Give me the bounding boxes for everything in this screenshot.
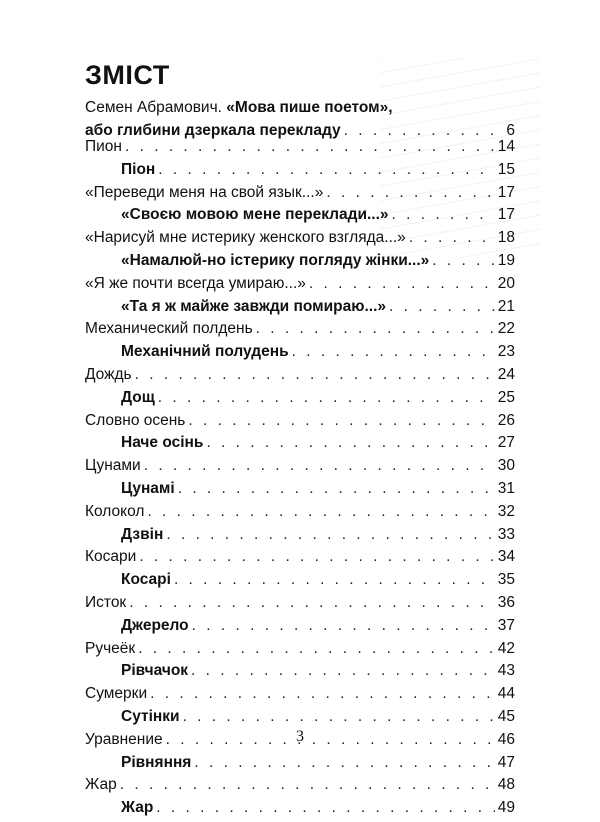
toc-entry-translation: [85, 161, 515, 184]
toc-entry-title: Колокол: [85, 502, 145, 520]
dot-leader: [147, 503, 494, 521]
toc-entry-title: Ручеёк: [85, 639, 136, 657]
toc-entry-page: 20: [497, 274, 515, 292]
toc-entry-title: Рівняння: [121, 753, 192, 771]
toc-entry-title: Цунами: [85, 457, 141, 475]
toc-entry-title: Косарі: [121, 571, 171, 589]
toc-entry-title: Словно осень: [85, 411, 186, 429]
toc-entry-translation: [85, 480, 515, 503]
dot-leader: [389, 298, 495, 316]
toc-entry-translation: [85, 434, 515, 457]
toc-entry-original: [85, 366, 515, 389]
toc-entry-original: [85, 685, 515, 708]
toc-entry-title: Механический полдень: [85, 320, 253, 338]
toc-entry-title: Пион: [85, 138, 122, 155]
toc-entry-translation: [85, 389, 515, 412]
toc-entry-original: [85, 184, 515, 207]
toc-entry-translation: [85, 526, 515, 549]
dot-leader: [178, 480, 495, 498]
toc-entry-title: Жар: [121, 799, 154, 817]
dot-leader: [309, 275, 495, 293]
toc-entry-page: 32: [497, 502, 515, 520]
toc-entry-translation: [85, 206, 515, 229]
toc-entry-page: 19: [497, 251, 515, 269]
toc-entry-title: «Намалюй-но істерику погляду жінки...»: [121, 251, 430, 269]
toc-intro-entry: [85, 96, 515, 142]
toc-entry-page: 17: [497, 206, 515, 224]
toc-entry-page: 43: [497, 662, 515, 680]
toc-entry-original: [85, 229, 515, 252]
toc-entry-title: Сумерки: [85, 685, 148, 703]
toc-entry-page: 22: [497, 320, 515, 338]
toc-entry-translation: [85, 298, 515, 321]
toc-entry-original: [85, 457, 515, 480]
dot-leader: [144, 457, 495, 475]
intro-title-part-2: або глибини дзеркала перекладу: [85, 122, 341, 139]
dot-leader: [135, 366, 495, 384]
dot-leader: [326, 184, 494, 202]
toc-entry-translation: [85, 662, 515, 685]
dot-leader: [174, 571, 495, 589]
toc-entry-title: Уравнение: [85, 730, 163, 748]
dot-leader: [156, 799, 494, 817]
toc-entry-page: 35: [497, 571, 515, 589]
toc-entry-title: Дощ: [121, 388, 155, 406]
toc-entry-translation: [85, 799, 515, 822]
dot-leader: [191, 662, 495, 680]
dot-leader: [125, 138, 495, 156]
toc-entry-page: 46: [497, 730, 515, 748]
dot-leader: [139, 548, 494, 566]
toc-entry-original: [85, 138, 515, 161]
page-title: ЗМІСТ: [85, 60, 170, 90]
toc-entry-translation: [85, 754, 515, 777]
toc-entry-title: «Я же почти всегда умираю...»: [85, 274, 306, 292]
dot-leader: [192, 617, 495, 635]
toc-entry-title: Механічний полудень: [121, 343, 289, 361]
toc-entry-page: 33: [497, 525, 515, 543]
toc-entry-page: 36: [497, 593, 515, 611]
dot-leader: [256, 320, 495, 338]
toc-entry-original: [85, 548, 515, 571]
toc-entry-page: 27: [497, 434, 515, 452]
dot-leader: [409, 229, 495, 247]
toc-entry-page: 15: [497, 160, 515, 178]
toc-entry-translation: [85, 343, 515, 366]
dot-leader: [206, 434, 494, 452]
dot-leader: [188, 412, 494, 430]
toc-entry-original: [85, 503, 515, 526]
dot-leader: [194, 754, 494, 772]
toc-entry-title: «Своєю мовою мене переклади...»: [121, 206, 389, 224]
table-of-contents: [85, 138, 515, 822]
toc-entry-page: 31: [497, 479, 515, 497]
dot-leader: [158, 161, 494, 179]
toc-entry-page: 23: [497, 343, 515, 361]
toc-entry-page: 48: [497, 776, 515, 794]
intro-title-part-1: «Мова пише поетом»,: [226, 99, 393, 116]
toc-entry-title: Исток: [85, 593, 127, 611]
page-number: 3: [296, 728, 304, 745]
intro-page-number: 6: [506, 122, 515, 139]
toc-entry-title: «Нарисуй мне истерику женского взгляда...»: [85, 229, 406, 247]
toc-entry-page: 45: [497, 707, 515, 725]
toc-entry-original: [85, 320, 515, 343]
toc-entry-title: «Та я ж майже завжди помираю...»: [121, 297, 386, 315]
toc-entry-title: Наче осінь: [121, 434, 204, 452]
intro-author: Семен Абрамович.: [85, 99, 227, 116]
dot-leader: [432, 252, 494, 270]
dot-leader: [158, 389, 495, 407]
intro-line-1: [85, 96, 515, 119]
toc-entry-page: 37: [497, 616, 515, 634]
toc-entry-translation: [85, 252, 515, 275]
toc-entry-original: [85, 412, 515, 435]
dot-leader: [138, 640, 495, 658]
toc-entry-page: 18: [497, 229, 515, 247]
toc-entry-title: Жар: [85, 776, 117, 794]
toc-entry-translation: [85, 617, 515, 640]
toc-entry-page: 47: [497, 753, 515, 771]
toc-entry-original: [85, 640, 515, 663]
dot-leader: [392, 206, 495, 224]
toc-entry-page: 42: [497, 639, 515, 657]
dot-leader: [150, 685, 495, 703]
dot-leader: [292, 343, 495, 361]
dot-leader: [129, 594, 495, 612]
toc-entry-title: Цунамі: [121, 479, 175, 497]
dot-leader: [120, 776, 495, 794]
toc-entry-page: 49: [497, 799, 515, 817]
toc-entry-page: 34: [497, 548, 515, 566]
toc-entry-page: 30: [497, 457, 515, 475]
dot-leader: [183, 708, 495, 726]
toc-entry-page: 26: [497, 411, 515, 429]
toc-entry-title: Дождь: [85, 365, 132, 383]
toc-entry-title: Рівчачок: [121, 662, 189, 680]
toc-entry-title: Джерело: [121, 616, 189, 634]
toc-entry-page: 17: [497, 183, 515, 201]
toc-entry-original: [85, 594, 515, 617]
toc-entry-title: Дзвін: [121, 525, 164, 543]
toc-entry-title: «Переведи меня на свой язык...»: [85, 183, 324, 201]
toc-entry-page: 44: [497, 685, 515, 703]
toc-entry-page: 24: [497, 365, 515, 383]
toc-entry-page: 14: [497, 138, 515, 155]
toc-entry-title: Сутінки: [121, 707, 180, 725]
toc-entry-translation: [85, 571, 515, 594]
toc-entry-title: Піон: [121, 160, 156, 178]
toc-entry-page: 25: [497, 388, 515, 406]
toc-entry-title: Косари: [85, 548, 137, 566]
dot-leader: [166, 526, 494, 544]
toc-entry-page: 21: [497, 297, 515, 315]
toc-entry-original: [85, 275, 515, 298]
